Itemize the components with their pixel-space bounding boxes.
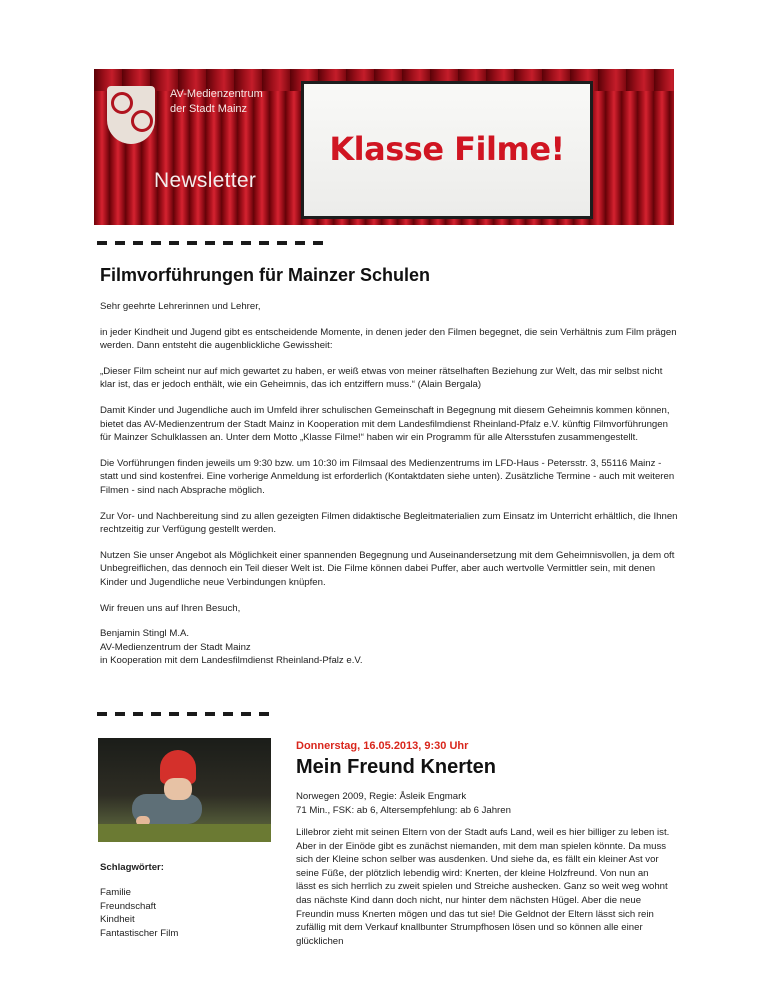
cinema-screen [301,81,593,219]
paragraph: Zur Vor- und Nachbereitung sind zu allen gezeigten Filmen didaktische Begleitmaterialien zum Einsatz im Unterricht erhältlich, die Ihnen rechtzeitig zur Verfügung gestellt werden. [100,510,678,536]
closing: Wir freuen uns auf Ihren Besuch, [100,602,241,614]
film-still-image [98,738,271,842]
keywords-list [100,886,178,940]
klasse-filme-title: Klasse Filme! [329,130,565,168]
film-meta [296,790,511,817]
signature [100,627,678,668]
org-line-2: der Stadt Mainz [170,103,248,115]
salutation: Sehr geehrte Lehrerinnen und Lehrer, [100,301,261,312]
signature-coop: in Kooperation mit dem Landesfilmdienst Rheinland-Pfalz e.V. [100,655,363,667]
page-title: Filmvorführungen für Mainzer Schulen [100,265,431,285]
signature-org: AV-Medienzentrum der Stadt Mainz [100,641,251,653]
divider-top [97,241,331,245]
keywords-title: Schlagwörter: [100,862,164,873]
signature-name: Benjamin Stingl M.A. [100,628,190,640]
paragraph: in jeder Kindheit und Jugend gibt es entscheidende Momente, in denen jeder den Filmen begegnet, die sein Verhältnis zum Film prägen werden. Dann entsteht die augenblickliche Gewissheit: [100,326,677,352]
divider-film [97,712,275,716]
keyword-item: Freundschaft [100,900,156,912]
film-meta-line: 71 Min., FSK: ab 6, Altersempfehlung: ab 6 Jahren [296,804,511,816]
intro-letter [100,300,678,668]
mainz-wheel-logo-icon [107,86,155,144]
keyword-item: Fantastischer Film [100,927,179,939]
paragraph: Nutzen Sie unser Angebot als Möglichkeit einer spannenden Begegnung und Auseinandersetzung mit dem Geheimnisvollen, ja dem oft Unbegreiflichen, das dennoch ein Teil dieser Welt ist. Die Filme können dabei Puffer, aber auch wertvolle Vermittler sein, mit denen Kinder und Jugendliche neue Verbindungen knüpfen. [100,549,675,588]
film-meta-line: Norwegen 2009, Regie: Åsleik Engmark [296,791,467,802]
screening-date: Donnerstag, 16.05.2013, 9:30 Uhr [296,740,469,752]
keyword-item: Familie [100,887,131,898]
paragraph: Die Vorführungen finden jeweils um 9:30 bzw. um 10:30 im Filmsaal des Medienzentrums im LFD-Haus - Petersstr. 3, 55116 Mainz - statt und sind kostenfrei. Eine vorherige Anmeldung ist erforderlich (Kontaktdaten siehe unten). Zusätzliche Termine - auch mit weiteren Filmen - sind nach Absprache möglich. [100,457,675,496]
newsletter-label: Newsletter [154,169,257,192]
newsletter-banner [94,69,674,225]
film-title: Mein Freund Knerten [296,756,497,778]
org-name [170,87,263,117]
film-description: Lillebror zieht mit seinen Eltern von der Stadt aufs Land, weil es hier billiger zu leben ist. Aber in der Einöde gibt es zunächst niemanden, mit dem man spielen könnte. Da muss sich der Kleine schon selber was ausdenken. Und siehe da, es fällt ein kleiner Ast vor seine Füße, der plötzlich lebendig wird: Knerten, der kleine Holzfreund. Von nun an lässt es sich herrlich zu zweit spielen und Streiche aushecken. Ganz so weit weg wohnt das nächste Kind dann doch nicht, nur hinter dem nächsten Hügel. Aber die neue Freundin muss Knerten mögen und das tut sie! Die Geldnot der Eltern lässt sich rein zufällig mit dem Verkauf knallbunter Strumpfhosen lösen und so können alle einer glücklichen [296,827,670,947]
paragraph: Damit Kinder und Jugendliche auch im Umfeld ihrer schulischen Gemeinschaft in Begegnung mit diesem Geheimnis kommen können, bietet das AV-Medienzentrum der Stadt Mainz in Kooperation mit dem Landesfilmdienst Rheinland-Pfalz e.V. künftig Filmvorführungen für Mainzer Schulklassen an. Unter dem Motto „Klasse Filme!“ haben wir ein Programm für alle Altersstufen zusammengestellt. [100,404,670,444]
quote-paragraph: „Dieser Film scheint nur auf mich gewartet zu haben, er weiß etwas von meiner rätselhaften Beziehung zur Welt, das mir selbst nicht klar ist, das er jedoch enthält, wie ein Geheimnis, das ich entziffern muss.“ (Alain Bergala) [100,365,663,391]
org-line-1: AV-Medienzentrum [170,88,263,100]
keyword-item: Kindheit [100,914,135,926]
